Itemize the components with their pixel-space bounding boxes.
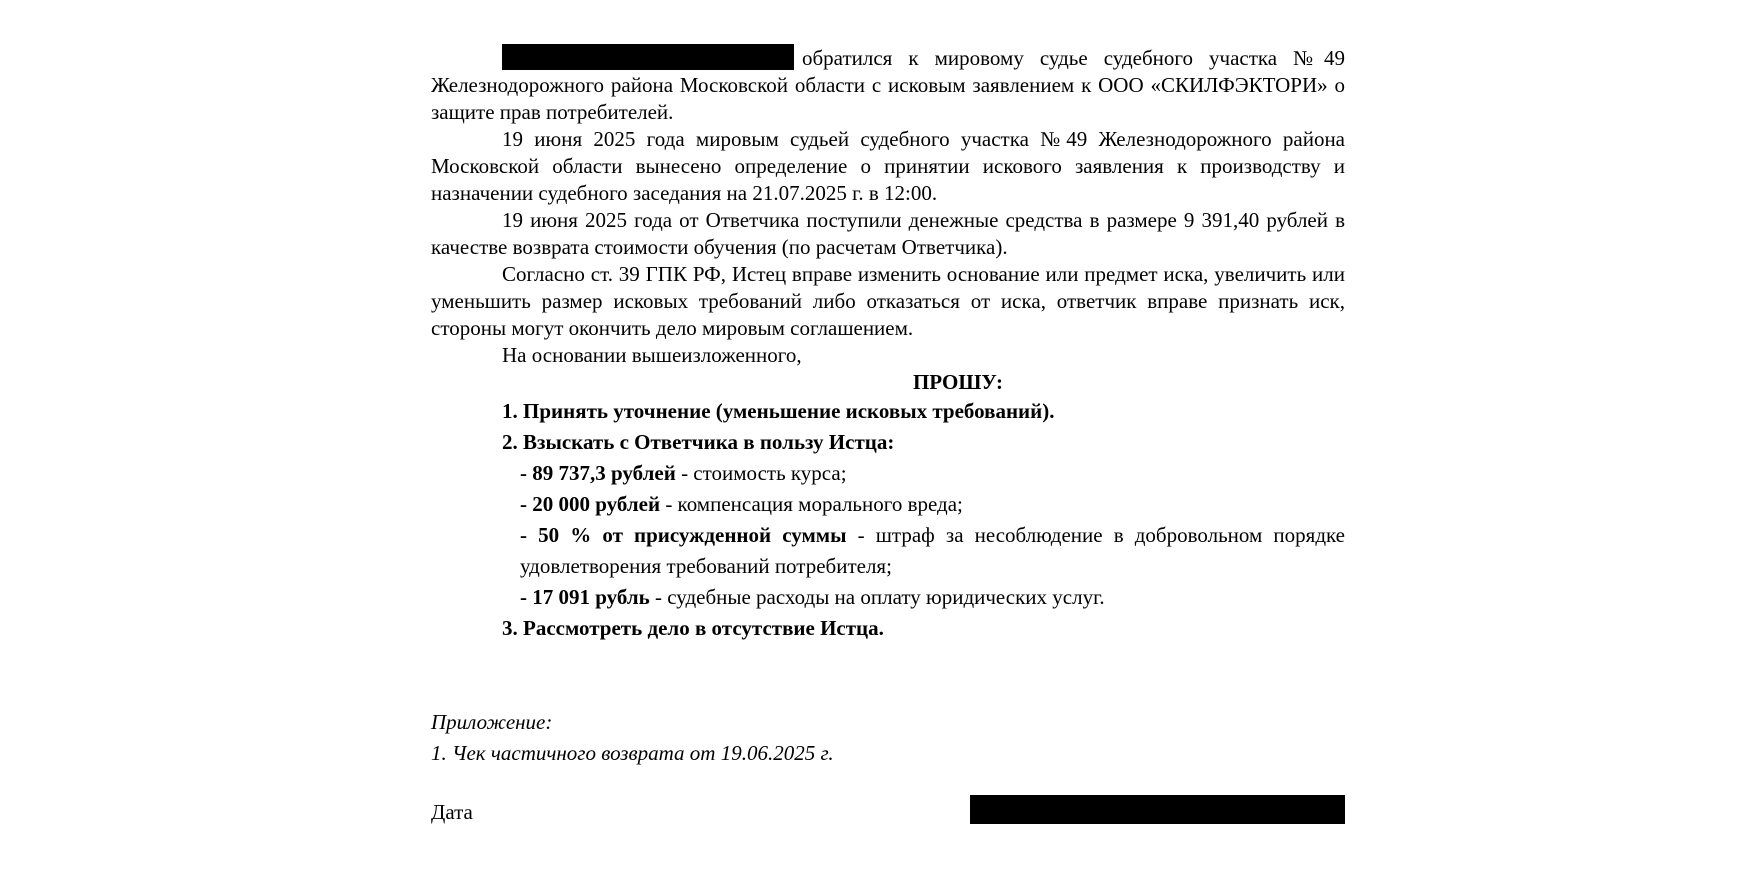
paragraph-legal-basis: Согласно ст. 39 ГПК РФ, Истец вправе изменить основание или предмет иска, увеличить или уменьшить размер исковых требований либо отказаться от иска, ответчик вправе признать иск, стороны могут окончить дело мировым соглашением. [431,262,1345,340]
claim-item-moral-damage [520,489,1345,520]
claim-item-penalty [520,520,1345,582]
paragraph-conclusion: На основании вышеизложенного, [502,343,802,367]
claim-description: - судебные расходы на оплату юридических услуг. [649,585,1105,609]
request-item-1: 1. Принять уточнение (уменьшение исковых требований). [502,399,1055,423]
redacted-plaintiff-name [502,44,794,70]
document-body [431,44,1345,829]
claim-description: - штраф за несоблюдение в добровольном порядке удовлетворения требований потребителя; [520,523,1346,578]
claim-amount: - 89 737,3 рублей [520,461,676,485]
redacted-signature [970,795,1345,824]
paragraph-refund: 19 июня 2025 года от Ответчика поступили денежные средства в размере 9 391,40 рублей в качестве возврата стоимости обучения (по расчетам Ответчика). [431,208,1345,259]
request-heading: ПРОШУ: [912,370,1004,394]
claim-item-course-cost [520,458,1345,489]
attachment-item: 1. Чек частичного возврата от 19.06.2025 г. [431,741,834,765]
intro-text: обратился к мировому судье судебного участка №49 Железнодорожного района Московской области с исковым заявлением к ООО «СКИЛФЭКТОРИ» о защите прав потребителей. [431,46,1345,124]
claim-amount: - 17 091 рубль [520,585,650,609]
date-label: Дата [431,800,473,824]
claim-description: - стоимость курса; [675,461,847,485]
request-item-2: 2. Взыскать с Ответчика в пользу Истца: [502,430,895,454]
attachment-title: Приложение: [431,710,553,734]
paragraph-court-ruling: 19 июня 2025 года мировым судьей судебного участка №49 Железнодорожного района Московской области вынесено определение о принятии искового заявления к производству и назначении судебного заседания на 21.07.2025 г. в 12:00. [431,127,1345,205]
request-item-3: 3. Рассмотреть дело в отсутствие Истца. [502,616,884,640]
claim-amount: - 50 % от присужденной суммы [520,523,847,547]
intro-paragraph [431,44,1345,126]
signature-row [431,799,1345,829]
claim-amount: - 20 000 рублей [520,492,661,516]
claim-description: - компенсация морального вреда; [660,492,963,516]
claim-item-legal-fees [520,582,1345,613]
